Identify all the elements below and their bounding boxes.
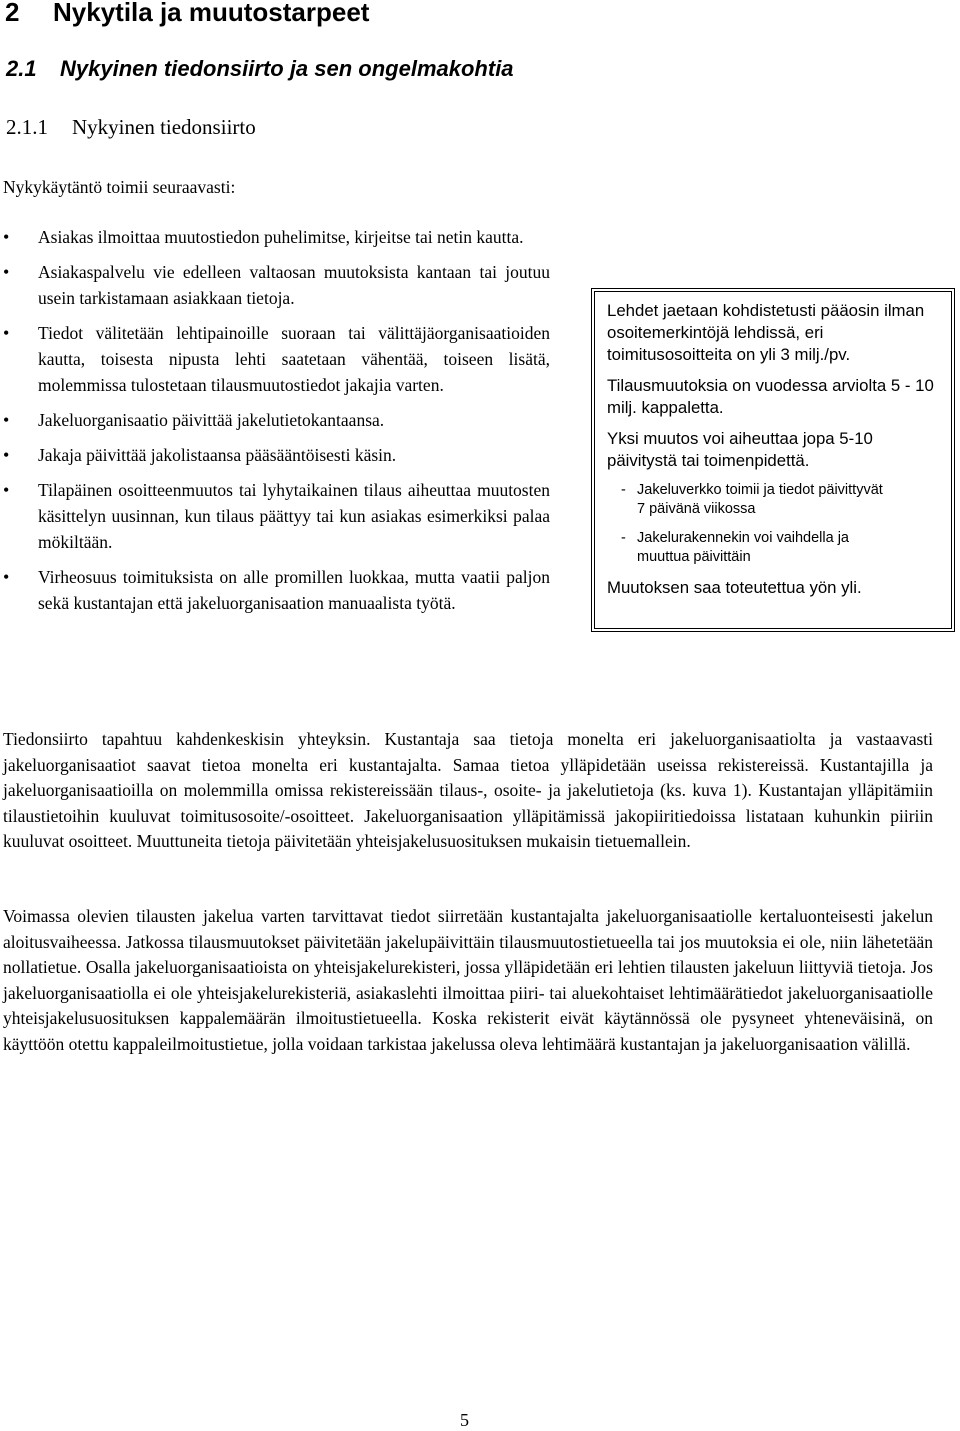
sidebox-paragraph: Yksi muutos voi aiheuttaa jopa 5-10 päivitystä tai toimenpidettä. [607,429,873,470]
sidebox-subitem: - Jakelurakennekin voi vaihdella ja muuttua päivittäin [607,529,941,567]
section-number: 2.1 [6,56,37,81]
bullet-item: • Asiakaspalvelu vie edelleen valtaosan muutoksista kantaan tai joutuu usein tarkistamaan asiakkaan tietoja. [0,259,550,311]
body-paragraph: Voimassa olevien tilausten jakelua varten tarvittavat tiedot siirretään kustantajalta jakeluorganisaatiolle kertaluonteisesti jakelun aloitusvaiheessa. Jatkossa tilausmuutokset päivitetään jakelupäivittäin tilausmuutostietueella tai jos muutoksia ei ole, niin lähetetään nollatietue. Osalla jakeluorganisaatioista on yhteisjakelurekisteri, jossa ylläpidetään eri lehtien tilausten jakeluun liittyviä tietoja. Jos jakeluorganisaatiolla ei ole yhteisjakelurekisteriä, asiakaslehti ilmoittaa piiri- tai aluekohtaiset lehtimäärätiedot jakeluorganisaatiolle yhteisjakelusuosituksen kappalemäärän ilmoitustietueella. Koska rekisterit eivät käytännössä ole pysyneet yhteneväisinä, on käyttöön otettu kappaleilmoitustietue, jolla voidaan tarkistaa jakelussa oleva lehtimäärä kustantajan ja jakeluorganisaation välillä. [3,906,933,1054]
bullet-item: • Jakeluorganisaatio päivittää jakelutietokantaansa. [0,407,550,433]
bullet-item: • Asiakas ilmoittaa muutostiedon puhelimitse, kirjeitse tai netin kautta. [0,224,550,250]
intro-text: Nykykäytäntö toimii seuraavasti: [3,177,236,197]
bullet-item: • Tiedot välitetään lehtipainoille suoraan tai välittäjäorganisaatioiden kautta, toisesta nipusta lehti saatetaan vähentää, toiseen lisätä, molemmissa tulostetaan tilausmuutostiedot jakajia varten. [0,320,550,398]
body-paragraph: Tiedonsiirto tapahtuu kahdenkeskisin yhteyksin. Kustantaja saa tietoja monelta eri jakeluorganisaatiolta ja vastaavasti jakeluorganisaatiot saavat tietoa monelta eri kustantajalta. Samaa tietoa ylläpidetään useissa rekistereissä. Kustantajilla ja jakeluorganisaatioilla on molemmilla omissa rekistereissään tilaus-, osoite- ja jakelutietoja (ks. kuva 1). Kustantajan ylläpitämiin tilaustietoihin kuuluvat toimitusosoite/-osoitteet. Jakeluorganisaation ylläpitämissä jakopiiritiedoissa listataan kuhunkin piiriin kuuluvat osoitteet. Muuttuneita tietoja päivitetään yhteisjakelusuosituksen mukaisin tietuemallein. [3,729,933,852]
chapter-number: 2 [5,0,20,27]
dash-icon: - [621,482,626,498]
bullet-icon: • [3,480,10,500]
bullet-item: • Tilapäinen osoitteenmuutos tai lyhytaikainen tilaus aiheuttaa muutosten käsittelyn uusinnan, kun tilaus päättyy tai kun asiakas esimerkiksi palaa mökiltään. [0,477,550,555]
bullet-icon: • [3,227,10,247]
sidebox-paragraph: Tilausmuutoksia on vuodessa arviolta 5 - 10 milj. kappaletta. [607,376,934,417]
subsection-number: 2.1.1 [6,115,48,139]
page-number: 5 [460,1410,469,1430]
section-heading [6,56,514,82]
bullet-item: • Virheosuus toimituksista on alle promillen luokkaa, mutta vaatii paljon sekä kustantajan että jakeluorganisaation manuaalista työtä. [0,564,550,616]
practice-bullet-list [0,224,550,625]
bullet-icon: • [3,567,10,587]
chapter-heading [5,0,369,28]
sidebox-subitem: - Jakeluverkko toimii ja tiedot päivittyvät 7 päivänä viikossa [607,481,941,519]
dash-icon: - [621,530,626,546]
subsection-heading [6,115,256,140]
subsection-title: Nykyinen tiedonsiirto [72,115,256,139]
chapter-title: Nykytila ja muutostarpeet [53,0,370,27]
bullet-icon: • [3,262,10,282]
sidebox-paragraph: Lehdet jaetaan kohdistetusti pääosin ilman osoitemerkintöjä lehdissä, eri toimitusosoitteita on yli 3 milj./pv. [607,301,925,364]
bullet-icon: • [3,445,10,465]
bullet-icon: • [3,410,10,430]
section-title: Nykyinen tiedonsiirto ja sen ongelmakohtia [60,56,514,81]
facts-sidebox [594,291,952,629]
sidebox-paragraph: Muutoksen saa toteutettua yön yli. [607,578,862,597]
bullet-icon: • [3,323,10,343]
bullet-item: • Jakaja päivittää jakolistaansa pääsääntöisesti käsin. [0,442,550,468]
